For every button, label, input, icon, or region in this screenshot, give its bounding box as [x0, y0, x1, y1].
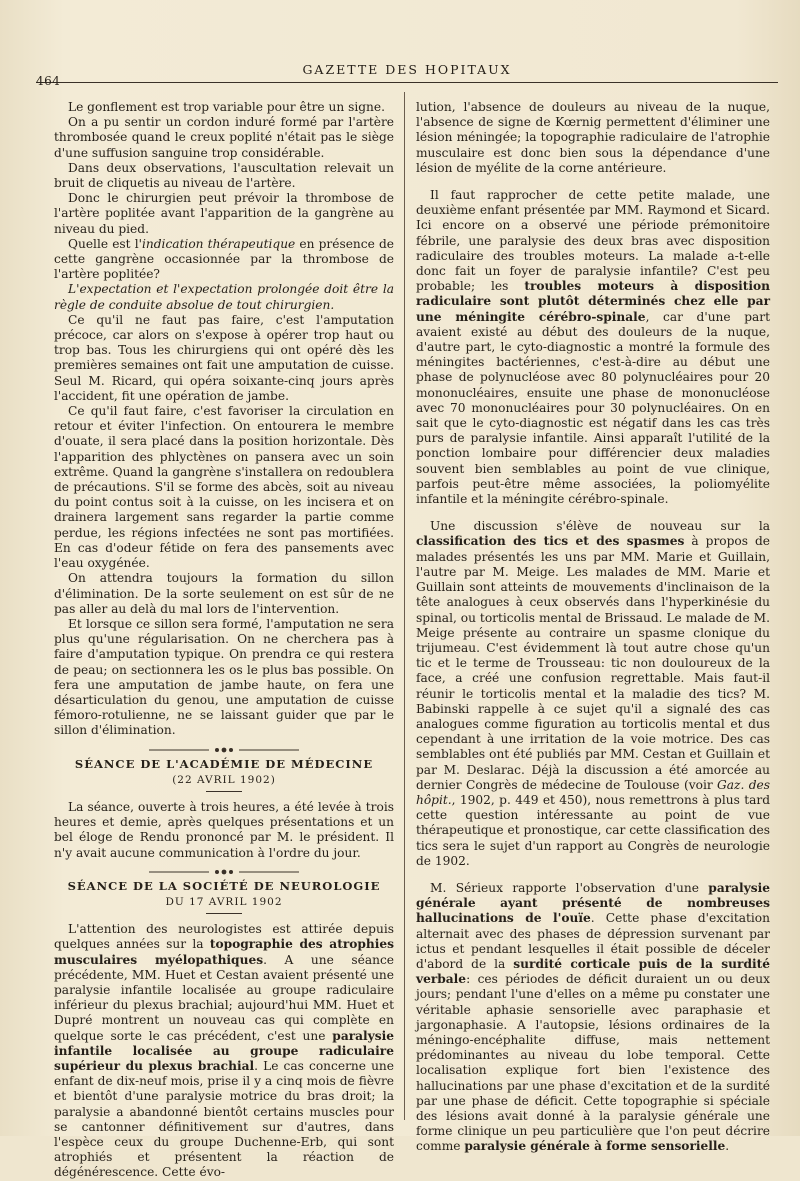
paragraph: On a pu sentir un cordon induré formé par l'artère thrombosée quand le creux poplité n'était pas le siège d'une suffusion sanguine trop considérable.: [54, 115, 394, 160]
bold-phrase: troubles moteurs à disposition radiculaire sont plutôt déterminés chez elle par une méningite cérébro-spinale: [416, 279, 770, 324]
paragraph: Quelle est l'indication thérapeutique en présence de cette gangrène occasionnée par la thrombose de l'artère poplitée?: [54, 236, 394, 282]
bold-phrase: classification des tics et des spasmes: [416, 534, 685, 549]
column-divider: [404, 92, 405, 1120]
bold-phrase: surdité corticale puis de la surdité verbale: [416, 956, 770, 987]
left-column: [54, 100, 394, 1180]
short-rule: [206, 791, 242, 792]
paragraph: Le gonflement est trop variable pour être un signe.: [68, 100, 385, 114]
right-column: [416, 100, 771, 1154]
paragraph: Et lorsque ce sillon sera formé, l'amputation ne sera plus qu'une régularisation. On ne cherchera pas à faire d'amputation typique. On prendra ce qui restera de peau; on sectionnera les os le plus bas possible. On fera une amputation de jambe haute, on fera une désarticulation du genou, une amputation de cuisse fémoro-rotulienne, ne se laissant guider que par le sillon d'élimination.: [54, 616, 394, 738]
section-date-neurologie: DU 17 AVRIL 1902: [165, 895, 283, 908]
paragraph: Donc le chirurgien peut prévoir la thrombose de l'artère poplitée avant l'apparition de la gangrène au niveau du pied.: [54, 191, 394, 236]
section-heading-academie: SÉANCE DE L'ACADÉMIE DE MÉDECINE: [74, 756, 374, 771]
paragraph: La séance, ouverte à trois heures, a été levée à trois heures et demie, après quelques présentations et un bel éloge de Rendu prononcé par M. le président. Il n'y avait aucune communication à l'ordre du jour.: [54, 799, 394, 860]
section-date-academie: (22 AVRIL 1902): [172, 773, 276, 786]
section-ornament: [149, 869, 299, 875]
paragraph: On attendra toujours la formation du sillon d'élimination. De la sorte seulement on est sûr de ne pas aller au delà du mal lors de l'intervention.: [54, 571, 394, 616]
bold-phrase: paralysie infantile localisée au groupe radiculaire supérieur du plexus brachial: [54, 1028, 394, 1073]
short-rule: [206, 913, 242, 914]
italic-phrase: indication thérapeutique: [142, 236, 296, 251]
paragraph: Une discussion s'élève de nouveau sur la classification des tics et des spasmes à propos de malades présentés les uns par MM. Marie et Guillain, l'autre par M. Meige. Les malades de MM. Marie et Guillain sont atteints de mouvements d'inclinaison de la tête analogues à ceux observés dans l'hyperkinésie du spinal, ou torticolis mental de Brissaud. Le malade de M. Meige présente au contraire un spasme clonique du trijumeau. C'est évidemment là tout autre chose qu'un tic et le terme de Trousseau: tic non douloureux de la face, a créé une confusion regrettable. Mais faut-il réunir le torticolis mental et la maladie des tics? M. Babinski rappelle à ce sujet qu'il a signalé des cas analogues comme figuration au torticolis mental et dus cependant à une irritation de la voie motrice. Des cas semblables ont été publiés par MM. Cestan et Guillain et par M. Deslarac. Déjà la discussion a été amorcée au dernier Congrès de médecine de Toulouse (voir Gaz. des hôpit., 1902, p. 449 et 450), nous remettrons à plus tard cette question intéressante au point de vue thérapeutique et pronostique, car cette classification des tics sera le sujet d'un rapport au Congrès de neurologie de 1902.: [416, 519, 771, 868]
bold-phrase: paralysie générale à forme sensorielle: [464, 1139, 726, 1154]
section-heading-neurologie: SÉANCE DE LA SOCIÉTÉ DE NEUROLOGIE: [67, 878, 381, 893]
paragraph: L'expectation et l'expectation prolongée doit être la règle de conduite absolue de tout chirurgien.: [54, 282, 394, 312]
paragraph: Dans deux observations, l'auscultation relevait un bruit de cliquetis au niveau de l'artère.: [54, 160, 394, 191]
paragraph: Il faut rapprocher de cette petite malade, une deuxième enfant présentée par MM. Raymond et Sicard. Ici encore on a observé une période prémonitoire fébrile, une paralysie des deux bras avec disposition radiculaire des troubles moteurs. La malade a-t-elle donc fait un foyer de paralysie infantile? C'est peu probable; les troubles moteurs à disposition radiculaire sont plutôt déterminés chez elle par une méningite cérébro-spinale, car d'une part avaient existé au début des douleurs de la nuque, d'autre part, le cyto-diagnostic a montré la formule des méningites bactériennes, c'est-à-dire au début une phase de polynucléose avec 80 polynucléaires pour 20 mononucléaires, ensuite une phase de mononucléose avec 70 mononucléaires pour 30 polynucléaires. On en sait que le cyto-diagnostic est négatif dans les cas très purs de paralysie infantile. Ainsi apparaît l'utilité de la ponction lombaire pour différencier deux maladies souvent bien semblables au point de vue clinique, parfois peut-être même associées, la poliomyélite infantile et la méningite cérébro-spinale.: [416, 188, 770, 507]
section-ornament: [149, 747, 299, 753]
paragraph: Ce qu'il ne faut pas faire, c'est l'amputation précoce, car alors on s'expose à opérer trop haut ou trop bas. Tous les chirurgiens qui ont opéré dès les premières semaines ont fait une amputation de cuisse. Seul M. Ricard, qui opéra soixante-cinq jours après l'accident, fit une opération de jambe.: [54, 312, 394, 403]
paragraph: M. Sérieux rapporte l'observation d'une paralysie générale ayant présenté de nombreuses hallucinations de l'ouïe. Cette phase d'excitation alternait avec des phases de dépression survenant par ictus et pendant lesquelles il était possible de déceler d'abord de la surdité corticale puis de la surdité verbale: ces périodes de déficit duraient un ou deux jours; pendant l'une d'elles on a même pu constater une véritable aphasie sensorielle avec paraphasie et jargonaphasie. A l'autopsie, lésions ordinaires de la méningo-encéphalite diffuse, mais nettement prédominantes au niveau du lobe temporal. Cette localisation explique fort bien l'existence des hallucinations par une phase d'excitation et de la surdité par une phase de déficit. Cette topographie si spéciale des lésions avait donné à la paralysie générale une forme clinique un peu particulière que l'on peut décrire comme paralysie générale à forme sensorielle.: [416, 880, 770, 1154]
bold-phrase: paralysie générale ayant présenté de nombreuses hallucinations de l'ouïe: [416, 880, 770, 926]
page-number: 464: [36, 74, 61, 88]
paragraph: lution, l'absence de douleurs au niveau de la nuque, l'absence de signe de Kœrnig permettent d'éliminer une lésion méningée; la topographie radiculaire de l'atrophie musculaire est donc bien sous la dépendance d'une lésion de myélite de la corne antérieure.: [416, 100, 770, 175]
italic-phrase: Gaz. des hôpit.: [416, 777, 770, 807]
page-header: [36, 60, 778, 88]
bold-phrase: topographie des atrophies musculaires myélopathiques: [54, 937, 394, 967]
paragraph: Ce qu'il faut faire, c'est favoriser la circulation en retour et éviter l'infection. On entourera le membre d'ouate, il sera placé dans la position horizontale. Dès l'apparition des phlyctènes on pansera avec un soin extrême. Quand la gangrène s'installera on redoublera de précautions. S'il se forme des abcès, soit au niveau du point contus soit à la cuisse, on les incisera et on drainera largement sans regarder la partie comme perdue, les régions infectées ne sont pas mortifiées. En cas d'odeur fétide on fera des pansements avec l'eau oxygénée.: [54, 404, 394, 571]
running-title: GAZETTE DES HOPITAUX: [302, 62, 512, 77]
paragraph: L'attention des neurologistes est attirée depuis quelques années sur la topographie des atrophies musculaires myélopathiques. A une séance précédente, MM. Huet et Cestan avaient présenté une paralysie infantile localisée au groupe radiculaire inférieur du plexus brachial; aujourd'hui MM. Huet et Dupré montrent un nouveau cas qui complète en quelque sorte le cas précédent, c'est une paralysie infantile localisée au groupe radiculaire supérieur du plexus brachial. Le cas concerne une enfant de dix-neuf mois, prise il y a cinq mois de fièvre et bientôt d'une paralysie motrice du bras droit; la paralysie a abandonné bientôt certains muscles pour se cantonner définitivement sur d'autres, dans l'espèce ceux du groupe Duchenne-Erb, qui sont atrophiés et présentent la réaction de dégénérescence. Cette évo-: [54, 922, 394, 1180]
